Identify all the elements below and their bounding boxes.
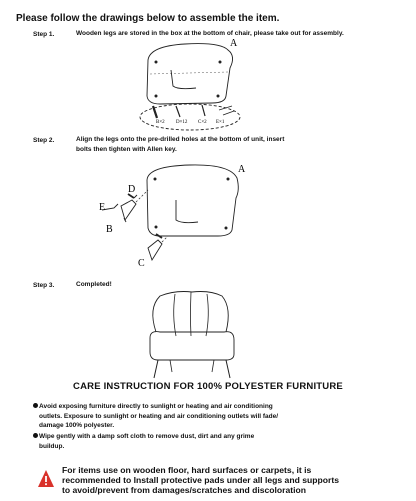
care-bullet-2-line1: Wipe gently with a damp soft cloth to remove dust, dirt and any grime [39,433,255,440]
step-2-label: Step 2. [33,137,55,144]
step-1-text: Wooden legs are stored in the box at the bottom of chair, please take out for assembly. [76,30,344,37]
label-d: D [128,184,136,195]
step-3-label: Step 3. [33,282,55,289]
chair-seat [150,332,234,360]
leg-b [121,200,136,220]
part-d: D×12 [176,120,188,125]
label-c: C [138,258,145,269]
page-heading: Please follow the drawings below to assemble the item. [16,13,280,24]
care-bullet-1-line1: Avoid exposing furniture directly to sunlight or heating and air conditioning [39,403,273,410]
seat-outline-2 [147,165,238,236]
care-bullet-2-line2: buildup. [39,442,65,450]
care-bullet-1 [39,402,399,431]
part-c: C×2 [198,120,207,125]
warning-triangle-icon [37,469,55,489]
leg-c [148,240,162,260]
care-bullet-1-line2: outlets. Exposure to sunlight or heating and air conditioning outlets will fade/ [39,412,279,420]
label-a2: A [238,164,246,175]
label-a: A [230,38,238,49]
step-2-text-line1: Align the legs onto the pre-drilled holes at the bottom of unit, insert [76,136,285,143]
step-3-text: Completed! [76,281,112,288]
label-b: B [106,224,113,235]
care-title: CARE INSTRUCTION FOR 100% POLYESTER FURNITURE [73,381,343,392]
care-bullet-1-line3: damage 100% polyester. [39,422,115,429]
diagram-chair-bottom-parts [0,36,416,136]
diagram-leg-assembly [0,158,416,273]
part-b: B×2 [156,120,165,125]
warning-text [62,465,402,495]
diagram-completed-chair [0,288,416,380]
label-e: E [99,202,106,213]
warning-line-3: to avoid/prevent from damages/scratches and discoloration [62,485,307,495]
step-1-label: Step 1. [33,31,55,38]
care-bullet-2 [39,432,399,451]
part-e: E×1 [216,120,225,125]
step-2-text-line2: bolts then tighten with Allen key. [76,146,177,153]
bullet-dot [33,403,38,408]
warning-line-1: For items use on wooden floor, hard surfaces or carpets, it is [62,465,312,475]
bullet-dot [33,433,38,438]
warning-line-2: recommended to Install protective pads under all legs and supports [62,475,339,485]
